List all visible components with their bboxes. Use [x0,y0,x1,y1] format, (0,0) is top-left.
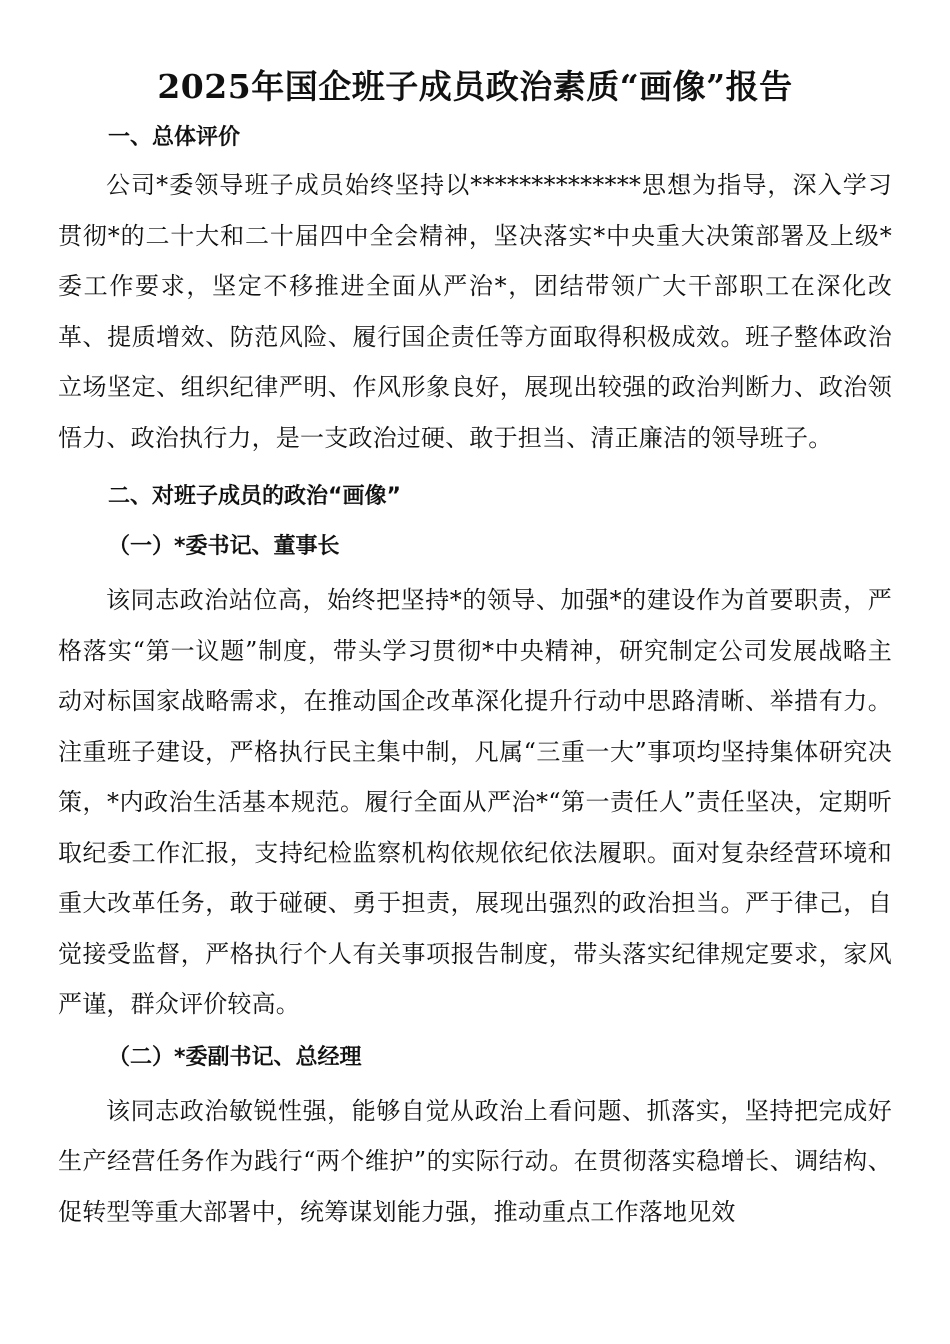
section-heading-overall-evaluation: 一、总体评价 [108,125,241,150]
section-heading-member-portraits: 二、对班子成员的政治“画像” [108,484,401,509]
paragraph-party-secretary-chairman: 该同志政治站位高，始终把坚持*的领导、加强*的建设作为首要职责，严格落实“第一议题”制度，带头学习贯彻*中央精神，研究制定公司发展战略主动对标国家战略需求，在推动国企改革深化提升行动中思路清晰、举措有力。注重班子建设，严格执行民主集中制，凡属“三重一大”事项均坚持集体研究决策，*内政治生活基本规范。履行全面从严治*“第一责任人”责任坚决，定期听取纪委工作汇报，支持纪检监察机构依规依纪依法履职。面对复杂经营环境和重大改革任务，敢于碰硬、勇于担责，展现出强烈的政治担当。严于律己，自觉接受监督，严格执行个人有关事项报告制度，带头落实纪律规定要求，家风严谨，群众评价较高。 [58,586,892,1018]
document-page [58,58,892,1237]
paragraph-overall-evaluation: 公司*委领导班子成员始终坚持以**************思想为指导，深入学习贯彻*的二十大和二十届四中全会精神，坚决落实*中央重大决策部署及上级*委工作要求，坚定不移推进全面从严治*，团结带领广大干部职工在深化改革、提质增效、防范风险、履行国企责任等方面取得积极成效。班子整体政治立场坚定、组织纪律严明、作风形象良好，展现出较强的政治判断力、政治领悟力、政治执行力，是一支政治过硬、敢于担当、清正廉洁的领导班子。 [58,171,892,452]
spacer [58,463,892,475]
document-title: 2025年国企班子成员政治素质“画像”报告 [157,67,793,106]
sub-heading-deputy-secretary-general-manager: （二）*委副书记、总经理 [108,1044,362,1070]
paragraph-deputy-secretary-general-manager: 该同志政治敏锐性强，能够自觉从政治上看问题、抓落实，坚持把完成好生产经营任务作为践行“两个维护”的实际行动。在贯彻落实稳增长、调结构、促转型等重大部署中，统筹谋划能力强，推动重点工作落地见效 [58,1096,892,1226]
sub-heading-party-secretary-chairman: （一）*委书记、董事长 [108,534,340,559]
